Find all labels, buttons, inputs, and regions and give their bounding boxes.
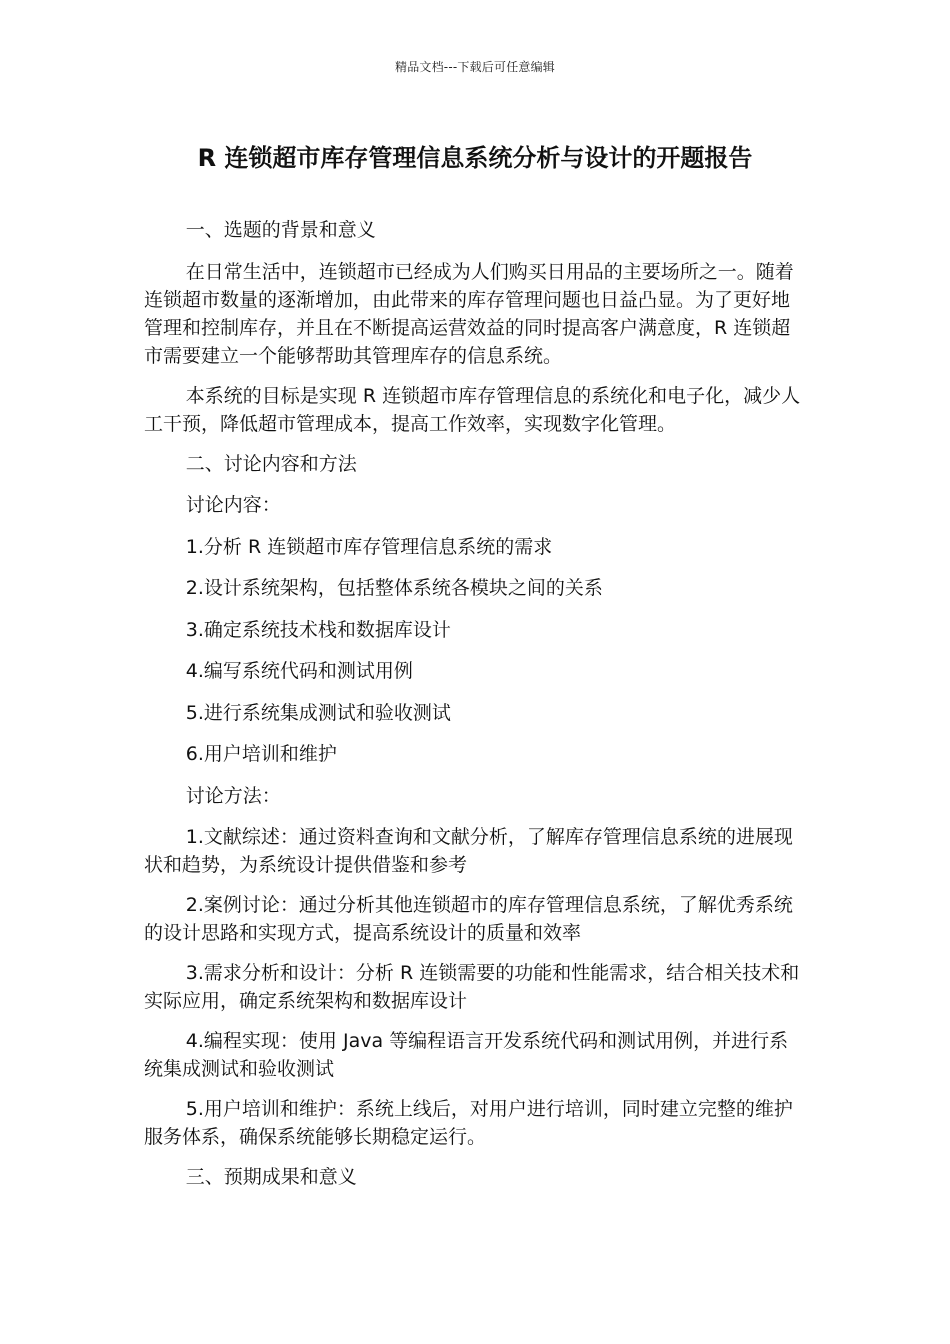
paragraph-goal: 本系统的目标是实现 R 连锁超市库存管理信息的系统化和电子化，减少人工干预，降低超市管理成本，提高工作效率，实现数字化管理。	[144, 384, 801, 435]
section-heading-content-method: 二、讨论内容和方法	[185, 452, 357, 475]
document-title: R 连锁超市库存管理信息系统分析与设计的开题报告	[197, 144, 753, 172]
section-heading-background: 一、选题的背景和意义	[185, 219, 376, 241]
content-item-2: 2.设计系统架构，包括整体系统各模块之间的关系	[185, 577, 603, 599]
page-header: 精品文档---下载后可任意编辑	[395, 60, 555, 74]
method-item-4: 4.编程实现：使用 Java 等编程语言开发系统代码和测试用例，并进行系统集成测试和验收测试	[144, 1030, 789, 1080]
subheading-content: 讨论内容：	[185, 494, 281, 516]
content-item-1: 1.分析 R 连锁超市库存管理信息系统的需求	[185, 535, 553, 558]
content-item-3: 3.确定系统技术栈和数据库设计	[185, 618, 451, 641]
paragraph-background: 在日常生活中，连锁超市已经成为人们购买日用品的主要场所之一。随着连锁超市数量的逐渐增加，由此带来的库存管理问题也日益凸显。为了更好地管理和控制库存，并且在不断提高运营效益的同时提高客户满意度，R 连锁超市需要建立一个能够帮助其管理库存的信息系统。	[144, 260, 794, 367]
section-heading-outcomes: 三、预期成果和意义	[185, 1166, 357, 1188]
method-item-2: 2.案例讨论：通过分析其他连锁超市的库存管理信息系统，了解优秀系统的设计思路和实现方式，提高系统设计的质量和效率	[144, 894, 793, 944]
content-item-6: 6.用户培训和维护	[185, 743, 337, 765]
method-item-5: 5.用户培训和维护：系统上线后，对用户进行培训，同时建立完整的维护服务体系，确保系统能够长期稳定运行。	[144, 1098, 793, 1148]
document-body	[144, 216, 806, 1205]
subheading-method: 讨论方法：	[185, 784, 281, 807]
method-item-3: 3.需求分析和设计：分析 R 连锁需要的功能和性能需求，结合相关技术和实际应用，确定系统架构和数据库设计	[144, 962, 800, 1012]
content-item-4: 4.编写系统代码和测试用例	[185, 660, 413, 682]
method-item-1: 1.文献综述：通过资料查询和文献分析，了解库存管理信息系统的进展现状和趋势，为系统设计提供借鉴和参考	[144, 826, 793, 876]
content-item-5: 5.进行系统集成测试和验收测试	[185, 701, 451, 724]
